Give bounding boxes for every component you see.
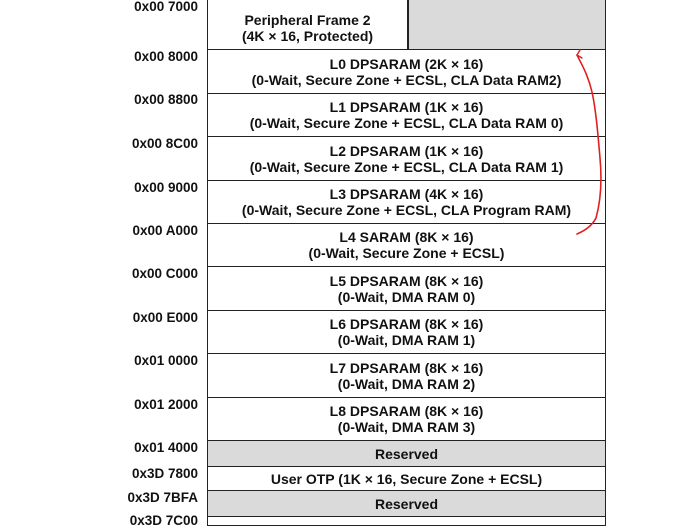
address-label: 0x3D 7800 — [131, 466, 198, 481]
address-label: 0x00 9000 — [134, 180, 198, 195]
next-block-edge — [207, 516, 606, 526]
block-subtitle: (0-Wait, Secure Zone + ECSL, CLA Data RAM 0) — [249, 115, 564, 131]
l7-dpsaram-block — [207, 353, 606, 398]
l6-dpsaram-block — [207, 310, 606, 354]
block-subtitle: (4K × 16, Protected) — [241, 28, 374, 44]
l4-saram-block — [207, 223, 606, 267]
block-title: L8 DPSARAM (8K × 16) — [329, 403, 484, 419]
address-label: 0x00 8C00 — [131, 136, 198, 151]
address-label: 0x00 8800 — [134, 92, 198, 107]
l1-dpsaram-block — [207, 93, 606, 137]
address-label: 0x00 8000 — [134, 49, 198, 64]
l0-dpsaram-block — [207, 49, 606, 94]
address-label: 0x00 7000 — [134, 0, 198, 14]
l8-dpsaram-block — [207, 397, 606, 441]
address-label: 0x01 0000 — [134, 353, 198, 368]
l3-dpsaram-block — [207, 180, 606, 224]
reserved-block — [207, 490, 606, 517]
address-label: 0x00 A000 — [132, 223, 198, 238]
address-label: 0x00 C000 — [131, 266, 198, 281]
block-title: Peripheral Frame 2 — [244, 12, 371, 28]
block-title: L7 DPSARAM (8K × 16) — [329, 359, 484, 376]
block-title: L0 DPSARAM (2K × 16) — [329, 55, 484, 72]
block-subtitle: (0-Wait, Secure Zone + ECSL, CLA Data RAM 1) — [249, 158, 564, 175]
handdrawn-bracket-annotation — [560, 40, 620, 240]
block-title: L3 DPSARAM (4K × 16) — [329, 186, 484, 202]
block-subtitle: (0-Wait, DMA RAM 1) — [337, 332, 476, 348]
address-label: 0x00 E000 — [132, 310, 198, 325]
block-title: User OTP (1K × 16, Secure Zone + ECSL) — [270, 470, 543, 487]
address-label: 0x01 2000 — [134, 397, 198, 412]
reserved-block — [207, 440, 606, 467]
block-title: L2 DPSARAM (1K × 16) — [329, 142, 484, 159]
block-subtitle: (0-Wait, DMA RAM 2) — [337, 375, 476, 392]
block-subtitle: (0-Wait, DMA RAM 3) — [337, 419, 476, 435]
block-title: L1 DPSARAM (1K × 16) — [329, 99, 484, 115]
address-label: 0x01 4000 — [134, 440, 198, 455]
block-subtitle: (0-Wait, Secure Zone + ECSL, CLA Data RAM2) — [251, 71, 562, 88]
user-otp-block — [207, 466, 606, 491]
block-subtitle: (0-Wait, DMA RAM 0) — [337, 288, 476, 305]
l5-dpsaram-block — [207, 266, 606, 311]
block-subtitle: (0-Wait, Secure Zone + ECSL) — [308, 245, 505, 261]
block-title: Reserved — [374, 495, 439, 512]
block-title: L6 DPSARAM (8K × 16) — [329, 316, 484, 332]
l2-dpsaram-block — [207, 136, 606, 181]
peripheral-frame-2-block — [207, 0, 408, 50]
block-subtitle: (0-Wait, Secure Zone + ECSL, CLA Program RAM) — [241, 202, 572, 218]
address-label: 0x3D 7C00 — [129, 513, 198, 528]
block-title: L5 DPSARAM (8K × 16) — [329, 272, 484, 289]
block-title: L4 SARAM (8K × 16) — [339, 229, 474, 245]
address-label: 0x3D 7BFA — [127, 490, 198, 505]
block-title: Reserved — [374, 445, 439, 462]
